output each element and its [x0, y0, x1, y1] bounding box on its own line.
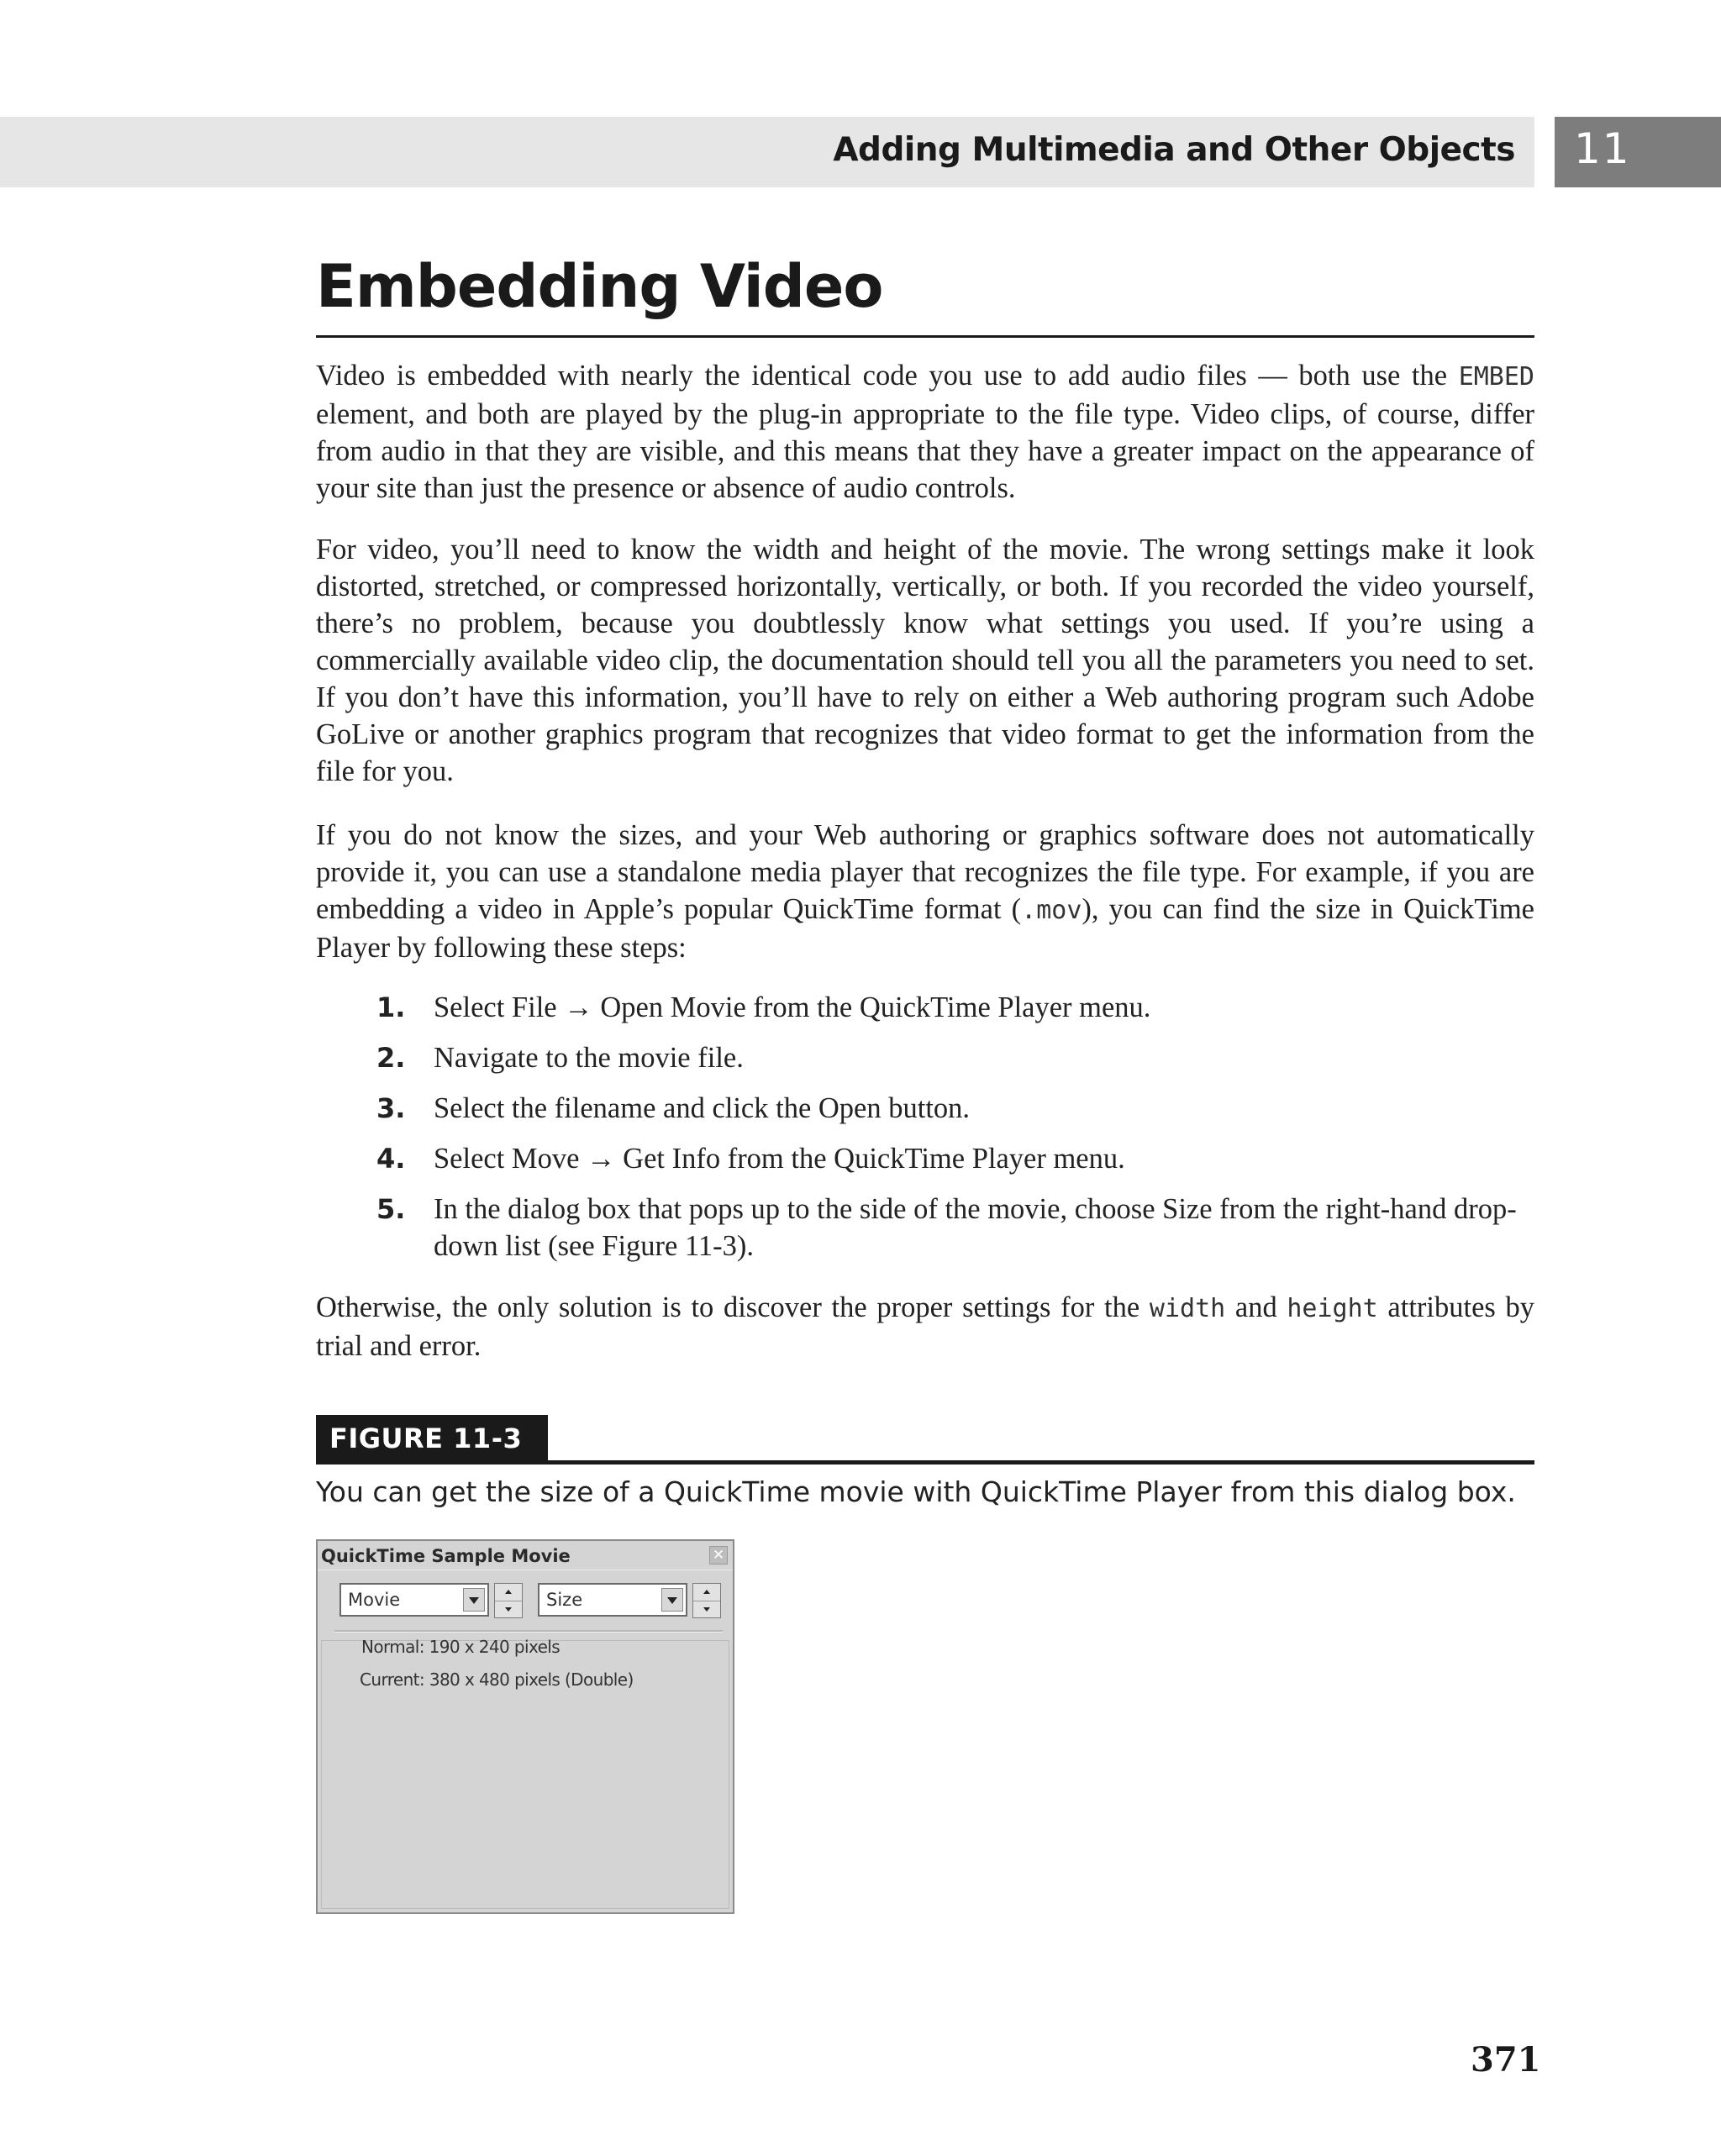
- step-item: [316, 1039, 1534, 1076]
- stepper-down-icon[interactable]: [495, 1601, 522, 1618]
- running-header-title: Adding Multimedia and Other Objects: [833, 131, 1515, 169]
- steps-list: [316, 989, 1534, 1278]
- info-type-stepper[interactable]: [692, 1583, 721, 1618]
- step-number: 2.: [376, 1042, 406, 1074]
- chevron-down-icon[interactable]: [661, 1588, 683, 1612]
- step-item: [316, 1090, 1534, 1127]
- normal-size-text: Normal: 190 x 240 pixels: [361, 1637, 561, 1657]
- paragraph-4-text-b: attributes by trial and error.: [316, 1291, 1534, 1362]
- title-rule: [316, 335, 1534, 338]
- chevron-down-icon[interactable]: [463, 1588, 485, 1612]
- paragraph-4: [316, 1289, 1534, 1365]
- paragraph-3-text-b: ), you can find the size in QuickTime Player by following these steps:: [316, 893, 1534, 964]
- paragraph-2: For video, you’ll need to know the width and height of the movie. The wrong settings make it look distorted, stretched, or compressed horizontally, vertically, or both. If you recorded the video yourself, there’s no problem, because you doubtlessly know what settings you used. If you’re using a commercially available video clip, the documentation should tell you all the parameters you need to set. If you don’t have this information, you’ll have to rely on either a Web authoring program such Adobe GoLive or another graphics program that recognizes that video format to get the information from the file for you.: [316, 534, 1534, 787]
- info-type-select-value: Size: [546, 1590, 583, 1610]
- paragraph-3: [316, 817, 1534, 966]
- info-type-select[interactable]: [538, 1583, 687, 1617]
- section-title: Embedding Video: [316, 252, 883, 321]
- dialog-separator: [334, 1630, 723, 1633]
- step-item: [316, 989, 1534, 1026]
- paragraph-3-code: .mov: [1021, 896, 1082, 925]
- paragraph-1-text-a: Video is embedded with nearly the identical code you use to add audio files — both use the: [316, 360, 1459, 392]
- step-text: Select the filename and click the Open button.: [434, 1092, 971, 1124]
- paragraph-4-text-a: Otherwise, the only solution is to discover the proper settings for the: [316, 1291, 1150, 1323]
- stepper-down-icon[interactable]: [693, 1601, 720, 1618]
- step-number: 4.: [376, 1143, 406, 1175]
- page-number: 371: [1471, 2040, 1541, 2080]
- figure-label: FIGURE 11-3: [316, 1415, 548, 1462]
- step-item: [316, 1140, 1534, 1177]
- step-number: 5.: [376, 1193, 406, 1225]
- dialog-title: QuickTime Sample Movie: [321, 1546, 571, 1566]
- step-text: Navigate to the movie file.: [434, 1042, 744, 1074]
- step-text: Select File → Open Movie from the QuickTime Player menu.: [434, 991, 1151, 1023]
- step-number: 1.: [376, 991, 406, 1023]
- step-number: 3.: [376, 1092, 406, 1124]
- width-code: width: [1149, 1294, 1226, 1323]
- dialog-titlebar[interactable]: [318, 1541, 733, 1570]
- paragraph-3-text-a: If you do not know the sizes, and your Web authoring or graphics software does not automatically provide it, you can use a standalone media player that recognizes the file type. For example, if you are embedding a video in Apple’s popular QuickTime format (: [316, 819, 1534, 925]
- step-text: In the dialog box that pops up to the side of the movie, choose Size from the right-hand drop-down list (see Figure 11-3).: [434, 1193, 1517, 1262]
- stepper-up-icon[interactable]: [693, 1584, 720, 1601]
- paragraph-1: [316, 357, 1534, 507]
- paragraph-1-code: EMBED: [1458, 362, 1534, 392]
- figure-caption: You can get the size of a QuickTime movie with QuickTime Player from this dialog box.: [316, 1475, 1516, 1508]
- step-text: Select Move → Get Info from the QuickTime Player menu.: [434, 1143, 1125, 1175]
- height-code: height: [1287, 1294, 1378, 1323]
- figure-rule: [316, 1460, 1534, 1465]
- movie-select[interactable]: [339, 1583, 489, 1617]
- chapter-number: 11: [1574, 124, 1631, 173]
- close-icon[interactable]: ✕: [709, 1546, 728, 1564]
- movie-stepper[interactable]: [494, 1583, 523, 1618]
- step-item: [316, 1191, 1534, 1265]
- quicktime-info-dialog: [316, 1539, 734, 1914]
- stepper-up-icon[interactable]: [495, 1584, 522, 1601]
- paragraph-4-text-mid: and: [1225, 1291, 1287, 1323]
- movie-select-value: Movie: [348, 1590, 401, 1610]
- current-size-text: Current: 380 x 480 pixels (Double): [360, 1670, 634, 1690]
- paragraph-1-text-b: element, and both are played by the plug-in appropriate to the file type. Video clips, of course, differ from audio in that they are visible, and this means that they have a greater impact on the appearance of your site than just the presence or absence of audio controls.: [316, 398, 1534, 504]
